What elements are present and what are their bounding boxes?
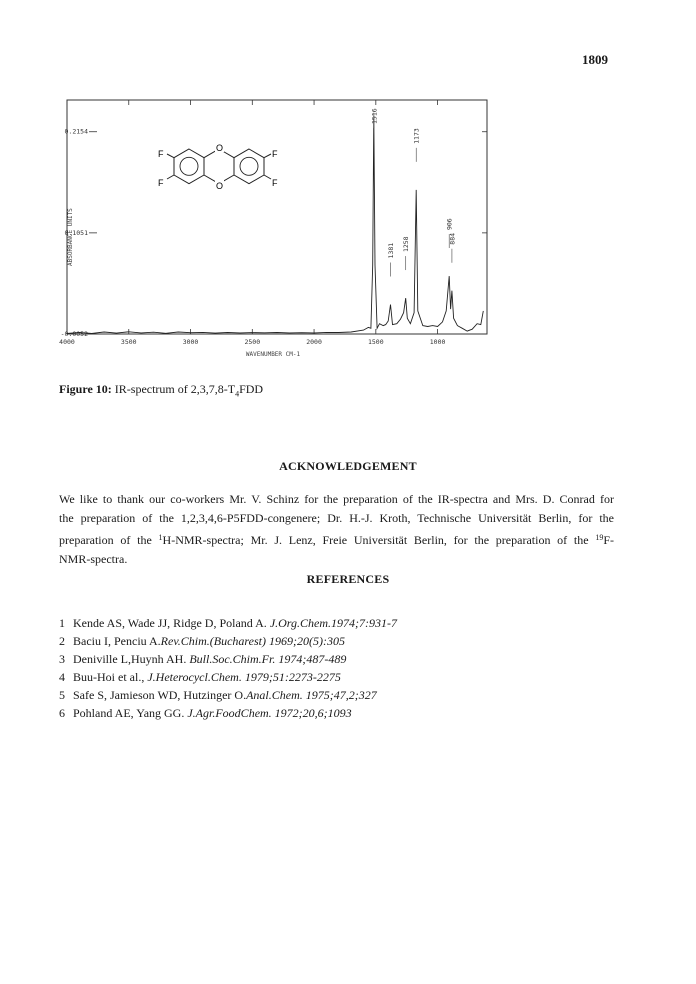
ack-line-4: NMR-spectra. — [59, 552, 128, 566]
reference-item: 6 Pohland AE, Yang GG. J.Agr.FoodChem. 1972;20,6;1093 — [59, 706, 352, 720]
page-number: 1809 — [582, 52, 608, 67]
atom-o-top: O — [216, 143, 224, 153]
ack-line-1: We like to thank our co-workers Mr. V. Schinz for the preparation of the IR-spectra and Mrs. D. Conrad for — [59, 492, 614, 506]
y-tick-label: 0.1051 — [64, 228, 88, 237]
reference-item: 1 Kende AS, Wade JJ, Ridge D, Poland A. J.Org.Chem.1974;7:931-7 — [59, 616, 398, 630]
caption-text: IR-spectrum of 2,3,7,8-T — [114, 382, 236, 396]
atom-f-3: F — [272, 149, 278, 159]
figure-caption — [59, 382, 263, 398]
ir-spectrum-figure — [59, 94, 499, 372]
ir-spectrum-chart — [59, 94, 499, 372]
x-tick-label: 1500 — [367, 338, 384, 346]
atom-o-bottom: O — [216, 181, 224, 191]
x-tick-label: 4000 — [59, 338, 75, 346]
peak-labels — [370, 108, 456, 276]
reference-item: 4 Buu-Hoi et al., J.Heterocycl.Chem. 1979;51:2273-2275 — [59, 670, 341, 684]
x-tick-label: 1000 — [429, 338, 446, 346]
acknowledgement-text — [59, 490, 614, 569]
acknowledgement-heading: ACKNOWLEDGEMENT — [279, 459, 417, 473]
peak-label: 884 — [448, 232, 457, 245]
x-tick-label: 3500 — [120, 338, 137, 346]
x-tick-label: 2000 — [306, 338, 322, 346]
reference-item: 2 Baciu I, Penciu A.Rev.Chim.(Bucharest) 1969;20(5):305 — [59, 634, 345, 648]
molecule-structure — [158, 142, 278, 191]
peak-label: 1381 — [387, 242, 396, 259]
x-axis-label: WAVENUMBER CM-1 — [245, 351, 301, 358]
x-tick-label: 2500 — [244, 338, 261, 346]
peak-label: 906 — [445, 218, 454, 231]
references-heading: REFERENCES — [306, 572, 390, 586]
reference-item: 3 Deniville L,Huynh AH. Bull.Soc.Chim.Fr. 1974;487-489 — [59, 652, 347, 666]
y-tick-label: 0.2154 — [64, 127, 88, 136]
axis-ticks — [59, 100, 487, 346]
atom-f-2: F — [158, 178, 164, 188]
ack-line-3: preparation of the $^1$H-NMR-spectra; Mr. J. Lenz, Freie Universität Berlin, for the preparation of the $^{19}$F- — [59, 533, 615, 547]
ack-line-2: the preparation of the 1,2,3,4,6-P5FDD-congenere; Dr. H.-J. Kroth, Technische Universität Berlin, for the — [59, 511, 614, 525]
plot-frame — [64, 100, 487, 334]
caption-label: Figure 10: — [59, 382, 112, 396]
peak-label: 1516 — [370, 108, 379, 124]
peak-label: 1258 — [402, 236, 411, 253]
reference-item: 5 Safe S, Jamieson WD, Hutzinger O.Anal.Chem. 1975;47,2;327 — [59, 688, 377, 702]
caption-subscript: 4 — [235, 389, 240, 399]
atom-f-1: F — [158, 149, 164, 159]
caption-end: FDD — [239, 382, 264, 396]
x-tick-label: 3000 — [182, 338, 199, 346]
y-tick-label: -0.0052 — [60, 330, 88, 338]
atom-f-4: F — [272, 178, 278, 188]
peak-label: 1173 — [412, 128, 421, 144]
y-axis-label: ABSORBANCE UNITS — [67, 208, 74, 266]
references-list — [59, 614, 397, 722]
